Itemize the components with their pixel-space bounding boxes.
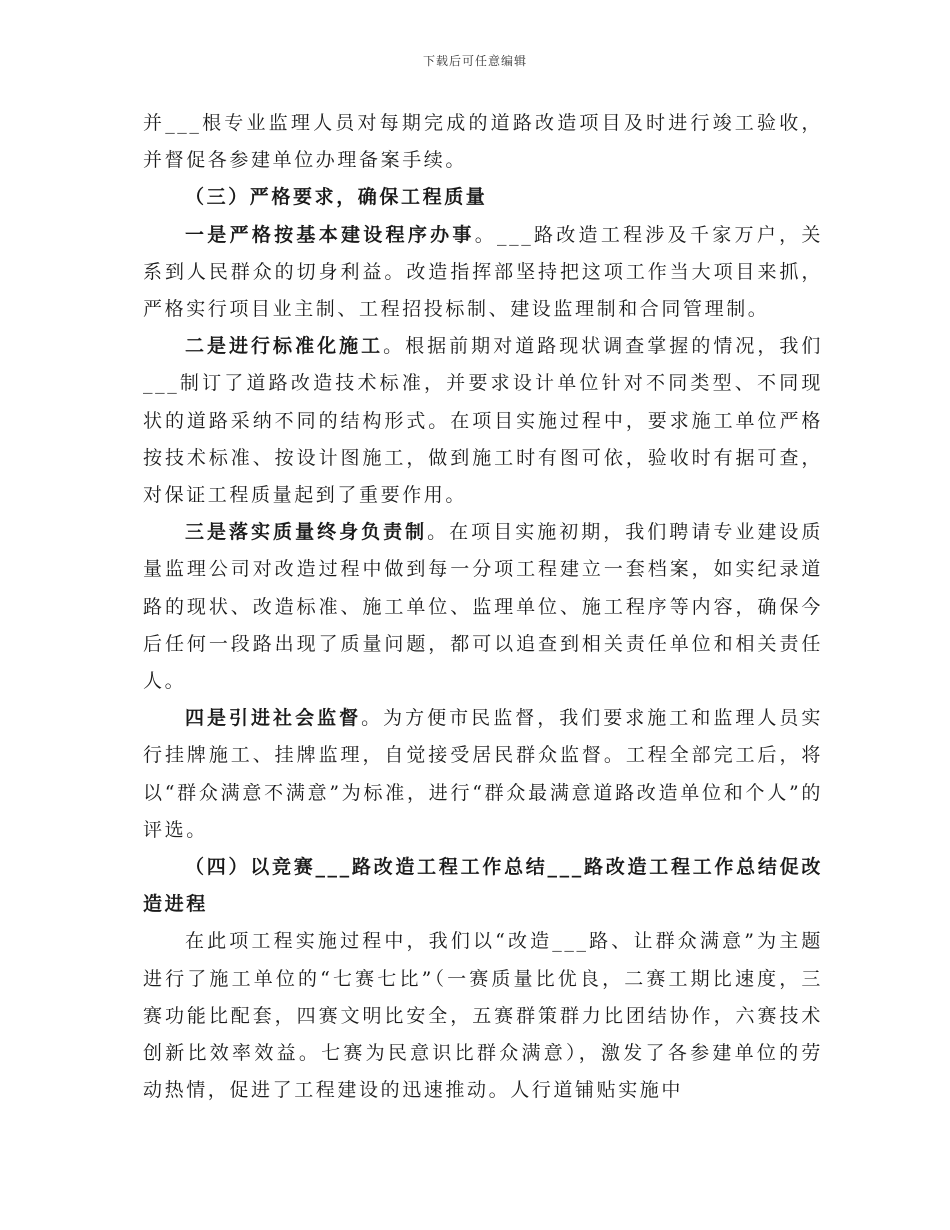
paragraph-text: 。根据前期对道路现状调查掌握的情况，我们___制订了道路改造技术标准，并要求设计单位针对不同类型、不同现状的道路采纳不同的结构形式。在项目实施过程中，要求施工单位严格按技术标准、按设计图施工，做到施工时有图可依，验收时有据可查，对保证工程质量起到了重要作用。 [143, 335, 823, 507]
section-heading-4: （四）以竞赛___路改造工程工作总结___路改造工程工作总结促改造进程 [143, 856, 823, 916]
paragraph-text: 。在项目实施初期，我们聘请专业建设质量监理公司对改造过程中做到每一分项工程建立一套档案，如实纪录道路的现状、改造标准、施工单位、监理单位、施工程序等内容，确保今后任何一段路出现了质量问题，都可以追查到相关责任单位和相关责任人。 [143, 521, 823, 693]
paragraph-construction-procedure [143, 217, 823, 329]
page-header: 下载后可任意编辑 [422, 54, 527, 68]
paragraph-lead: 一是严格按基本建设程序办事 [185, 223, 475, 246]
paragraph-lead: 三是落实质量终身负责制 [185, 521, 428, 544]
paragraph-text: 。为方便市民监督，我们要求施工和监理人员实行挂牌施工、挂牌监理，自觉接受居民群众监督。工程全部完工后，将以“群众满意不满意”为标准，进行“群众最满意道路改造单位和个人”的评选。 [143, 707, 823, 841]
paragraph-social-supervision [143, 700, 823, 849]
paragraph-continuation: 并___根专业监理人员对每期完成的道路改造项目及时进行竣工验收，并督促各参建单位办理备案手续。 [143, 112, 823, 172]
paragraph-competition: 在此项工程实施过程中，我们以“改造___路、让群众满意”为主题进行了施工单位的“七赛七比”（一赛质量比优良，二赛工期比速度，三赛功能比配套，四赛文明比安全，五赛群策群力比团结协作，六赛技术创新比效率效益。七赛为民意识比群众满意），激发了各参建单位的劳动热情，促进了工程建设的迅速推动。人行道铺贴实施中 [143, 930, 823, 1102]
paragraph-lifetime-responsibility [143, 514, 823, 700]
paragraph-lead: 四是引进社会监督 [185, 707, 362, 730]
section-heading-3: （三）严格要求，确保工程质量 [185, 186, 488, 209]
paragraph-lead: 二是进行标准化施工 [185, 335, 384, 358]
paragraph-text: 。___路改造工程涉及千家万户，关系到人民群众的切身利益。改造指挥部坚持把这项工作当大项目来抓，严格实行项目业主制、工程招投标制、建设监理制和合同管理制。 [143, 223, 823, 321]
document-body [143, 105, 823, 1109]
paragraph-standardized-construction [143, 328, 823, 514]
